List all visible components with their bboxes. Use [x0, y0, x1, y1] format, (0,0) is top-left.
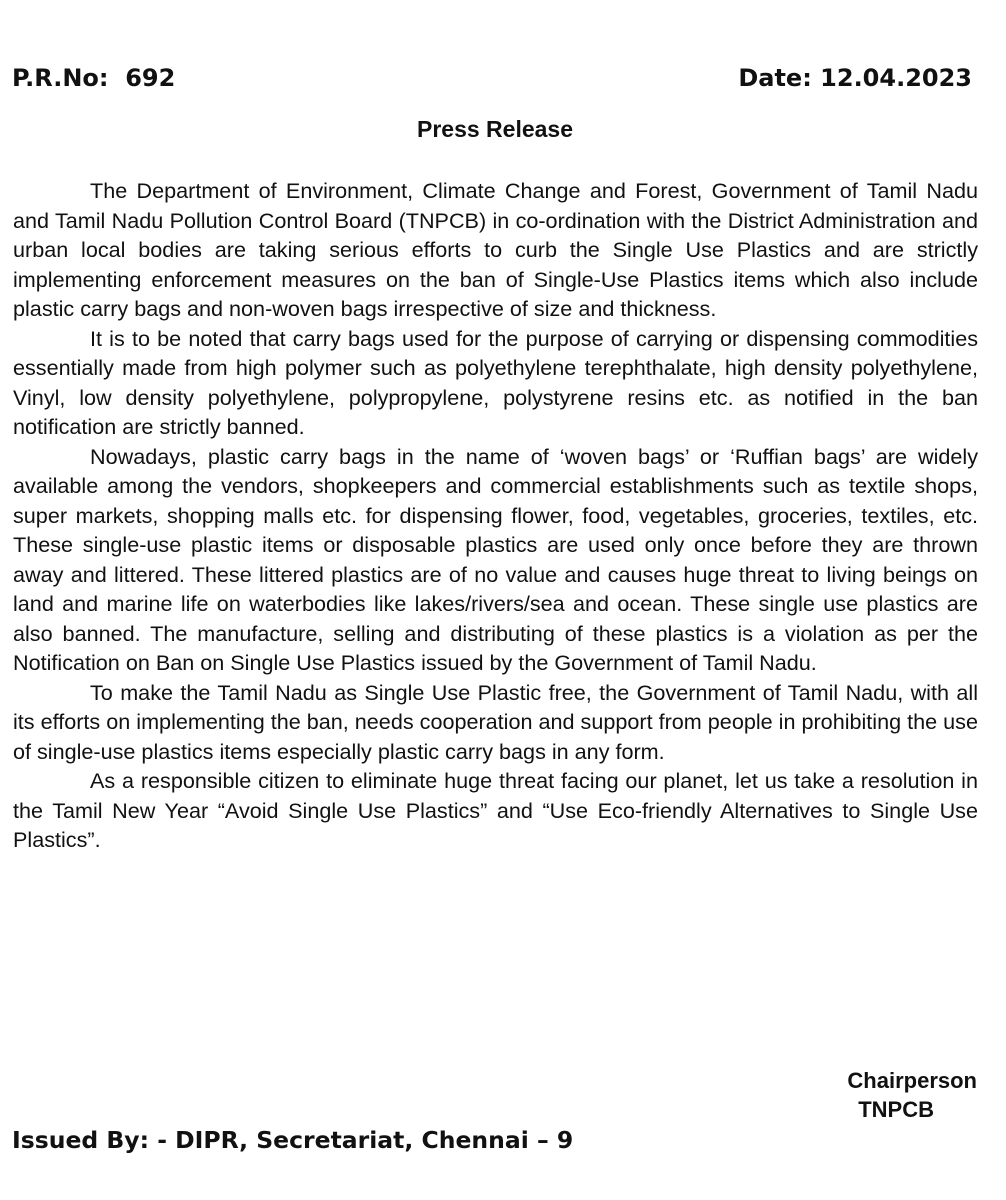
signature-role: Chairperson: [847, 1068, 977, 1093]
paragraph-4: To make the Tamil Nadu as Single Use Plastic free, the Government of Tamil Nadu, with all its efforts on implementing the ban, needs cooperation and support from people in prohibiting the use of single-use plastics items especially plastic carry bags in any form.: [13, 679, 978, 764]
paragraph-1: The Department of Environment, Climate Change and Forest, Government of Tamil Nadu and Tamil Nadu Pollution Control Board (TNPCB) in co-ordination with the District Administration and urban local bodies are taking serious efforts to curb the Single Use Plastics and are strictly implementing enforcement measures on the ban of Single-Use Plastics items which also include plastic carry bags and non-woven bags irrespective of size and thickness.: [13, 178, 978, 321]
press-release-number: P.R.No: 692: [12, 64, 176, 92]
release-body: [13, 176, 978, 855]
issued-by: Issued By: - DIPR, Secretariat, Chennai – 9: [12, 1126, 574, 1154]
paragraph-3: Nowadays, plastic carry bags in the name of ‘woven bags’ or ‘Ruffian bags’ are widely available among the vendors, shopkeepers and commercial establishments such as textile shops, super markets, shopping malls etc. for dispensing flower, food, vegetables, groceries, textiles, etc. These single-use plastic items or disposable plastics are used only once before they are thrown away and littered. These littered plastics are of no value and causes huge threat to living beings on land and marine life on waterbodies like lakes/rivers/sea and ocean. These single use plastics are also banned. The manufacture, selling and distributing of these plastics is a violation as per the Notification on Ban on Single Use Plastics issued by the Government of Tamil Nadu.: [13, 443, 978, 675]
signature-org: TNPCB: [858, 1097, 934, 1122]
paragraph-5: As a responsible citizen to eliminate huge threat facing our planet, let us take a resolution in the Tamil New Year “Avoid Single Use Plastics” and “Use Eco-friendly Alternatives to Single Use Plastics”.: [13, 768, 978, 852]
page-title: Press Release: [416, 116, 573, 142]
signature-block: [797, 1066, 977, 1124]
paragraph-2: It is to be noted that carry bags used for the purpose of carrying or dispensing commodities essentially made from high polymer such as polyethylene terephthalate, high density polyethylene, Vinyl, low density polyethylene, polypropylene, polystyrene resins etc. as notified in the ban notification are strictly banned.: [13, 325, 978, 439]
release-date: Date: 12.04.2023: [738, 64, 972, 92]
